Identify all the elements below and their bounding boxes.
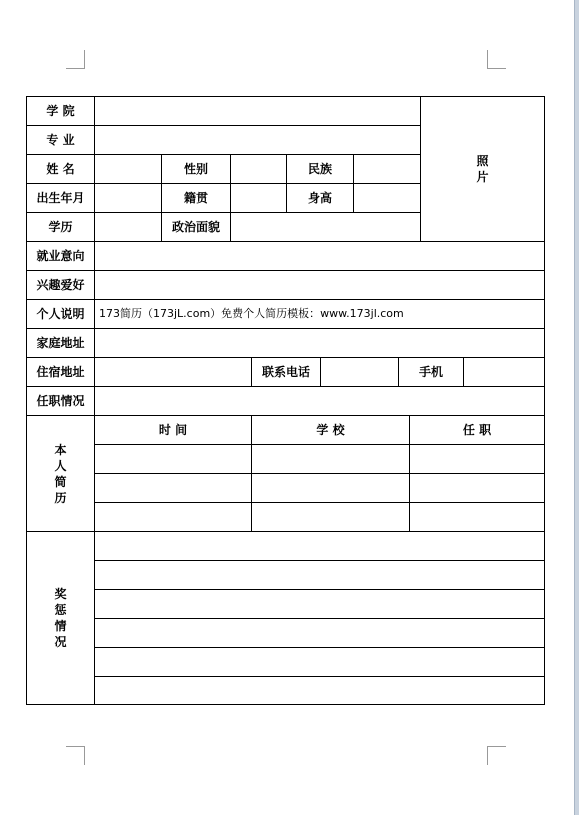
- field-hobbies[interactable]: [94, 270, 545, 300]
- awards-row-3[interactable]: [94, 589, 545, 619]
- label-mobile: 手机: [398, 357, 464, 387]
- resume-char-2: 人: [54, 458, 67, 473]
- resume-row-2-time[interactable]: [94, 473, 252, 503]
- resume-row-3-school[interactable]: [251, 502, 410, 532]
- resume-char-3: 简: [54, 474, 67, 489]
- label-personal-statement: 个人说明: [26, 299, 95, 329]
- resume-row-3-position[interactable]: [409, 502, 545, 532]
- field-mobile[interactable]: [463, 357, 545, 387]
- field-contact-phone[interactable]: [320, 357, 399, 387]
- resume-row-2-position[interactable]: [409, 473, 545, 503]
- label-college: 学 院: [26, 96, 95, 126]
- label-name: 姓 名: [26, 154, 95, 184]
- label-political-status: 政治面貌: [161, 212, 231, 242]
- header-resume-time: 时 间: [94, 415, 252, 445]
- label-awards-penalties: [26, 531, 95, 705]
- label-dorm-address: 住宿地址: [26, 357, 95, 387]
- awards-row-6[interactable]: [94, 676, 545, 705]
- field-job-intention[interactable]: [94, 241, 545, 271]
- label-major: 专 业: [26, 125, 95, 155]
- field-personal-statement[interactable]: [94, 299, 545, 329]
- label-job-intention: 就业意向: [26, 241, 95, 271]
- resume-row-1-school[interactable]: [251, 444, 410, 474]
- field-home-address[interactable]: [94, 328, 545, 358]
- label-positions-held: 任职情况: [26, 386, 95, 416]
- personal-statement-text: 173简历（173jL.com）免费个人简历模板：www.173jl.com: [99, 307, 404, 320]
- awards-char-1: 奖: [54, 587, 67, 601]
- photo-box[interactable]: [420, 96, 545, 242]
- field-major[interactable]: [94, 125, 421, 155]
- label-gender: 性别: [161, 154, 231, 184]
- resume-char-1: 本: [54, 442, 67, 457]
- resume-char-4: 历: [54, 490, 67, 505]
- field-dorm-address[interactable]: [94, 357, 252, 387]
- awards-char-3: 情: [54, 619, 67, 633]
- field-native-place[interactable]: [230, 183, 287, 213]
- field-education[interactable]: [94, 212, 162, 242]
- field-college[interactable]: [94, 96, 421, 126]
- awards-row-5[interactable]: [94, 647, 545, 677]
- resume-row-2-school[interactable]: [251, 473, 410, 503]
- awards-row-2[interactable]: [94, 560, 545, 590]
- resume-row-1-position[interactable]: [409, 444, 545, 474]
- awards-row-4[interactable]: [94, 618, 545, 648]
- field-positions-held[interactable]: [94, 386, 545, 416]
- field-height[interactable]: [353, 183, 421, 213]
- label-contact-phone: 联系电话: [251, 357, 321, 387]
- resume-row-1-time[interactable]: [94, 444, 252, 474]
- field-name[interactable]: [94, 154, 162, 184]
- label-hobbies: 兴趣爱好: [26, 270, 95, 300]
- label-height: 身高: [286, 183, 354, 213]
- header-resume-school: 学 校: [251, 415, 410, 445]
- label-birth: 出生年月: [26, 183, 95, 213]
- photo-label-char-2: 片: [476, 170, 489, 184]
- field-gender[interactable]: [230, 154, 287, 184]
- label-native-place: 籍贯: [161, 183, 231, 213]
- awards-row-1[interactable]: [94, 531, 545, 561]
- label-personal-resume: [26, 415, 95, 532]
- resume-row-3-time[interactable]: [94, 502, 252, 532]
- photo-label-char-1: 照: [476, 154, 489, 168]
- field-ethnicity[interactable]: [353, 154, 421, 184]
- awards-char-4: 况: [54, 635, 67, 649]
- label-ethnicity: 民族: [286, 154, 354, 184]
- awards-char-2: 惩: [54, 603, 67, 617]
- field-birth[interactable]: [94, 183, 162, 213]
- label-education: 学历: [26, 212, 95, 242]
- field-political-status[interactable]: [230, 212, 421, 242]
- label-home-address: 家庭地址: [26, 328, 95, 358]
- header-resume-position: 任 职: [409, 415, 545, 445]
